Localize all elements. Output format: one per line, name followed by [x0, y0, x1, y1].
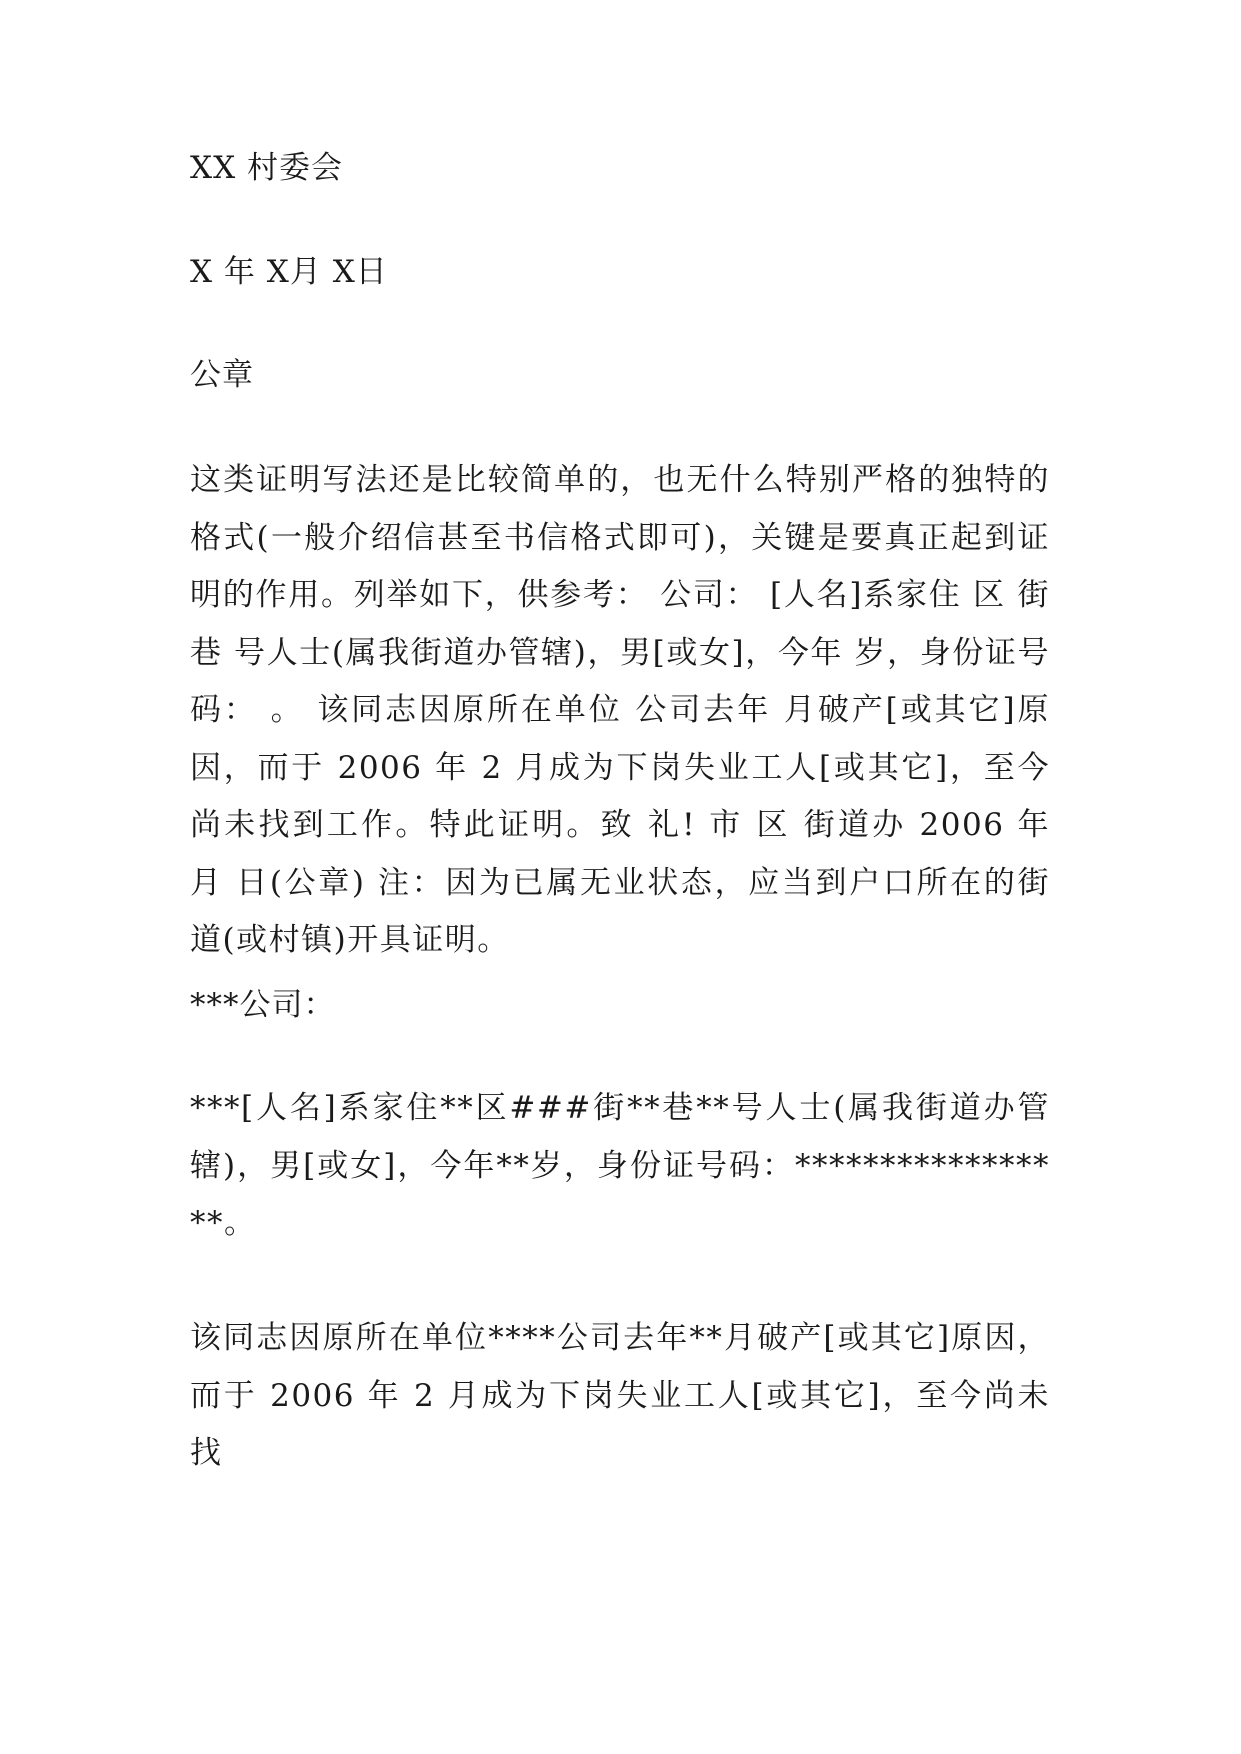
body-paragraph-reason: 该同志因原所在单位****公司去年**月破产[或其它]原因，而于 2006 年 2 月成为下岗失业工人[或其它]，至今尚未找	[190, 1320, 1050, 1471]
body-paragraph-identity: ***[人名]系家住**区###街**巷**号人士(属我街道办管辖)，男[或女]，今年**岁，身份证号码：*****************。	[190, 1090, 1050, 1241]
seal-label: 公章	[190, 357, 254, 393]
guide-paragraph: 这类证明写法还是比较简单的，也无什么特别严格的独特的格式(一般介绍信甚至书信格式即可)，关键是要真正起到证明的作用。列举如下，供参考： 公司： [人名]系家住 区 街 巷 号人士(属我街道办管辖)，男[或女]，今年 岁，身份证号码： 。 该同志因原所在单位 公司去年 月破产[或其它]原因，而于 2006 年 2 月成为下岗失业工人[或其它]，至今尚未找到工作。特此证明。致 礼! 市 区 街道办 2006 年 月 日(公章) 注：因为已属无业状态，应当到户口所在的街道(或村镇)开具证明。	[190, 462, 1050, 958]
salutation: ***公司：	[190, 987, 336, 1023]
signature-organization: XX 村委会	[190, 150, 343, 186]
signature-date: X 年 X月 X日	[190, 254, 388, 290]
